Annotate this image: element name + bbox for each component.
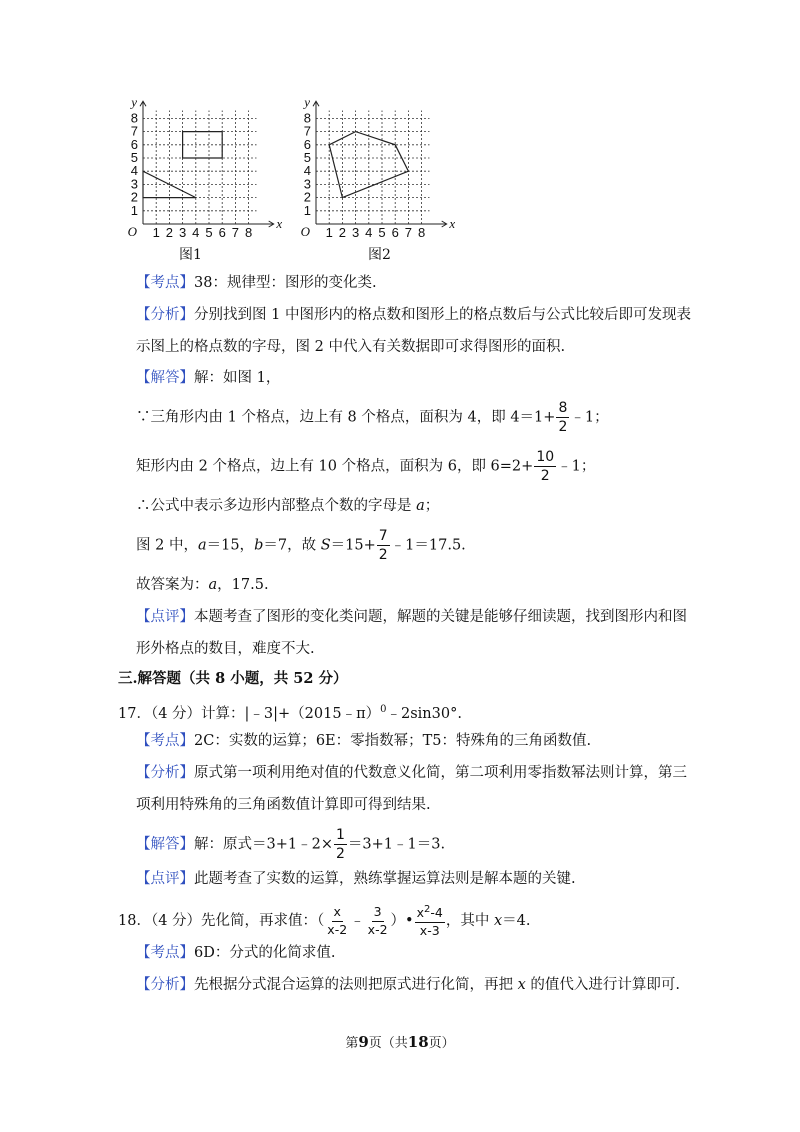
text-segment: ，17.5. bbox=[217, 577, 269, 593]
q17-fenxi-line1 bbox=[136, 763, 687, 783]
y-axis-label: y bbox=[131, 94, 137, 110]
q17-fenxi-line2: 项利用特殊角的三角函数值计算即可得到结果. bbox=[136, 797, 431, 813]
exponent: 2 bbox=[424, 904, 431, 915]
x-tick-label: 7 bbox=[404, 225, 413, 240]
numerator: 8 bbox=[558, 400, 568, 416]
x-tick-label: 2 bbox=[338, 225, 347, 240]
text-segment: ＝4. bbox=[502, 913, 531, 930]
text-segment: 矩形内由 2 个格点，边上有 10 个格点，面积为 6，即 6=2+ bbox=[136, 458, 534, 475]
text-segment: ∵三角形内由 1 个格点，边上有 8 个格点，面积为 4，即 4＝1+ bbox=[136, 409, 556, 426]
q18-fenxi bbox=[136, 975, 680, 995]
text-segment: ＝3+1﹣1＝3. bbox=[347, 836, 446, 853]
x-tick-label: 5 bbox=[378, 225, 386, 240]
q16-figure2-line bbox=[136, 529, 466, 562]
q16-fenxi-line2: 示图上的格点数的字母，图 2 中代入有关数据即可求得图形的面积. bbox=[136, 339, 566, 355]
y-tick-label: 8 bbox=[303, 110, 311, 126]
text-segment: 的值代入进行计算即可. bbox=[525, 977, 681, 993]
footer-text: 第 bbox=[345, 1036, 359, 1051]
q16-dianping-line1 bbox=[136, 607, 687, 627]
jieda-tag: 【解答】 bbox=[136, 836, 194, 853]
text-segment: ； bbox=[424, 498, 440, 514]
text-segment: ＝15， bbox=[206, 537, 255, 554]
q17-stem bbox=[118, 700, 462, 724]
fraction bbox=[534, 450, 556, 483]
y-tick-label: 2 bbox=[303, 189, 311, 205]
text-segment: 18．（4 分）先化简，再求值：（ bbox=[118, 913, 325, 930]
y-tick-label: 1 bbox=[303, 202, 311, 218]
x-tick-label: 7 bbox=[231, 225, 240, 240]
y-tick-label: 8 bbox=[130, 110, 138, 126]
page-total: 18 bbox=[407, 1033, 429, 1051]
numerator: 3 bbox=[372, 906, 384, 922]
text-segment: 解：原式＝3+1﹣2× bbox=[194, 836, 333, 853]
fenxi-tag: 【分析】 bbox=[136, 765, 194, 781]
q16-dianping-line2: 形外格点的数目，难度不大. bbox=[136, 641, 315, 657]
x-tick-label: 6 bbox=[218, 225, 226, 240]
x-tick-label: 4 bbox=[365, 225, 373, 240]
text-segment: 先根据分式混合运算的法则把原式进行化简，再把 bbox=[194, 977, 518, 993]
grid-figure-1 bbox=[110, 92, 283, 242]
dianping-text: 此题考查了实数的运算，熟练掌握运算法则是解本题的关键. bbox=[194, 871, 576, 887]
y-tick-label: 6 bbox=[130, 136, 138, 152]
text-segment: ＝7，故 bbox=[263, 537, 321, 554]
x-tick-label: 3 bbox=[351, 225, 360, 240]
text-segment: 图 2 中， bbox=[136, 537, 198, 554]
y-tick-label: 5 bbox=[130, 150, 138, 165]
kaodian-text: 6D：分式的化简求值. bbox=[194, 945, 336, 961]
y-axis-label: y bbox=[304, 94, 310, 110]
text-segment: ，其中 bbox=[445, 913, 494, 930]
variable: x bbox=[493, 913, 503, 930]
figure-1-label: 图1 bbox=[179, 247, 202, 263]
y-tick-label: 3 bbox=[303, 176, 311, 192]
fraction bbox=[325, 906, 349, 936]
fenxi-text: 原式第一项利用绝对值的代数意义化简，第二项利用零指数幂法则计算，第三 bbox=[194, 765, 687, 781]
text-segment: 17．（4 分）计算：|﹣3|+（2015﹣π） bbox=[118, 705, 381, 722]
q16-answer bbox=[136, 575, 269, 595]
footer-text: 页） bbox=[428, 1036, 455, 1051]
fraction bbox=[366, 906, 390, 936]
x-tick-label: 6 bbox=[391, 225, 399, 240]
x-tick-label: 4 bbox=[192, 225, 200, 240]
origin-label: O bbox=[300, 224, 310, 239]
denominator: 2 bbox=[335, 846, 345, 862]
text-segment: x bbox=[416, 905, 425, 921]
q16-kaodian bbox=[136, 273, 377, 293]
fenxi-tag: 【分析】 bbox=[136, 977, 194, 993]
numerator: 10 bbox=[536, 449, 555, 465]
kaodian-tag: 【考点】 bbox=[136, 733, 194, 749]
fenxi-tag: 【分析】 bbox=[136, 307, 194, 323]
q18-kaodian bbox=[136, 943, 335, 963]
text-segment: ﹣2sin30°. bbox=[386, 705, 462, 722]
q17-jieda bbox=[136, 828, 445, 861]
jieda-tag: 【解答】 bbox=[136, 370, 194, 386]
fraction bbox=[415, 905, 445, 937]
numerator bbox=[415, 905, 445, 923]
y-tick-label: 4 bbox=[303, 163, 311, 179]
text-segment: -4 bbox=[430, 905, 443, 921]
text-segment: 故答案为： bbox=[136, 577, 209, 593]
fraction bbox=[377, 529, 390, 562]
kaodian-text: 2C：实数的运算；6E：零指数幂；T5：特殊角的三角函数值. bbox=[194, 733, 592, 749]
y-tick-label: 3 bbox=[130, 176, 138, 192]
q16-formula-line bbox=[136, 496, 439, 516]
y-tick-label: 5 bbox=[303, 150, 311, 165]
variable: b bbox=[254, 537, 264, 554]
exponent: 0 bbox=[380, 704, 387, 715]
variable: x bbox=[517, 977, 526, 993]
denominator: 2 bbox=[558, 419, 568, 435]
x-tick-label: 2 bbox=[165, 225, 174, 240]
y-tick-label: 2 bbox=[130, 189, 138, 205]
text-segment: ）• bbox=[390, 913, 414, 930]
numerator: 1 bbox=[335, 827, 345, 843]
x-axis-label: x bbox=[276, 216, 283, 231]
figure-2-label: 图2 bbox=[368, 247, 391, 263]
variable: a bbox=[416, 498, 425, 514]
dianping-tag: 【点评】 bbox=[136, 871, 194, 887]
denominator: 2 bbox=[540, 468, 550, 484]
page-footer bbox=[0, 1032, 800, 1051]
denominator: x-3 bbox=[419, 922, 440, 938]
q16-triangle-line bbox=[136, 401, 609, 434]
denominator: x-2 bbox=[367, 921, 388, 937]
section-title: 三.解答题（共 8 小题，共 52 分） bbox=[118, 670, 348, 687]
origin-label: O bbox=[127, 224, 137, 239]
text-segment: ﹣ bbox=[350, 913, 365, 930]
x-axis-label: x bbox=[449, 216, 456, 231]
y-tick-label: 4 bbox=[130, 163, 138, 179]
jieda-text: 解：如图 1， bbox=[194, 370, 281, 386]
x-tick-label: 1 bbox=[325, 225, 333, 240]
y-tick-label: 7 bbox=[130, 123, 138, 139]
x-tick-label: 3 bbox=[178, 225, 187, 240]
fraction bbox=[334, 828, 347, 861]
denominator: x-2 bbox=[327, 921, 348, 937]
figure-2 bbox=[283, 92, 456, 242]
kaodian-text: 38：规律型：图形的变化类. bbox=[194, 275, 377, 291]
dianping-tag: 【点评】 bbox=[136, 609, 194, 625]
variable: a bbox=[197, 537, 207, 554]
grid-figure-2 bbox=[283, 92, 456, 242]
footer-text: 页（共 bbox=[368, 1036, 408, 1051]
text-segment: ﹣1＝17.5. bbox=[390, 537, 466, 554]
x-tick-label: 8 bbox=[244, 225, 253, 240]
text-segment: ＝15+ bbox=[330, 537, 376, 554]
text-segment: ﹣1； bbox=[570, 409, 609, 426]
q18-stem bbox=[118, 905, 531, 937]
dianping-text: 本题考查了图形的变化类问题，解题的关键是能够仔细读题，找到图形内和图 bbox=[194, 609, 687, 625]
x-tick-label: 1 bbox=[152, 225, 160, 240]
q17-dianping bbox=[136, 869, 576, 889]
x-tick-label: 5 bbox=[205, 225, 213, 240]
kaodian-tag: 【考点】 bbox=[136, 945, 194, 961]
page-number: 9 bbox=[358, 1033, 369, 1051]
text-segment: ﹣1； bbox=[557, 458, 596, 475]
numerator: 7 bbox=[378, 528, 388, 544]
y-tick-label: 1 bbox=[130, 202, 138, 218]
text-segment: ∴公式中表示多边形内部整点个数的字母是 bbox=[136, 498, 417, 514]
q16-rectangle-line bbox=[136, 450, 595, 483]
kaodian-tag: 【考点】 bbox=[136, 275, 194, 291]
variable: a bbox=[208, 577, 218, 593]
fenxi-text: 分别找到图 1 中图形内的格点数和图形上的格点数后与公式比较后即可发现表 bbox=[194, 307, 691, 323]
y-tick-label: 6 bbox=[303, 136, 311, 152]
x-tick-label: 8 bbox=[417, 225, 426, 240]
variable: S bbox=[320, 537, 331, 554]
q17-kaodian bbox=[136, 731, 591, 751]
numerator: x bbox=[332, 906, 343, 922]
denominator: 2 bbox=[378, 547, 388, 563]
y-tick-label: 7 bbox=[303, 123, 311, 139]
fraction bbox=[556, 401, 569, 434]
q16-jieda bbox=[136, 368, 280, 388]
q16-fenxi-line1 bbox=[136, 305, 691, 325]
figure-1 bbox=[110, 92, 283, 242]
